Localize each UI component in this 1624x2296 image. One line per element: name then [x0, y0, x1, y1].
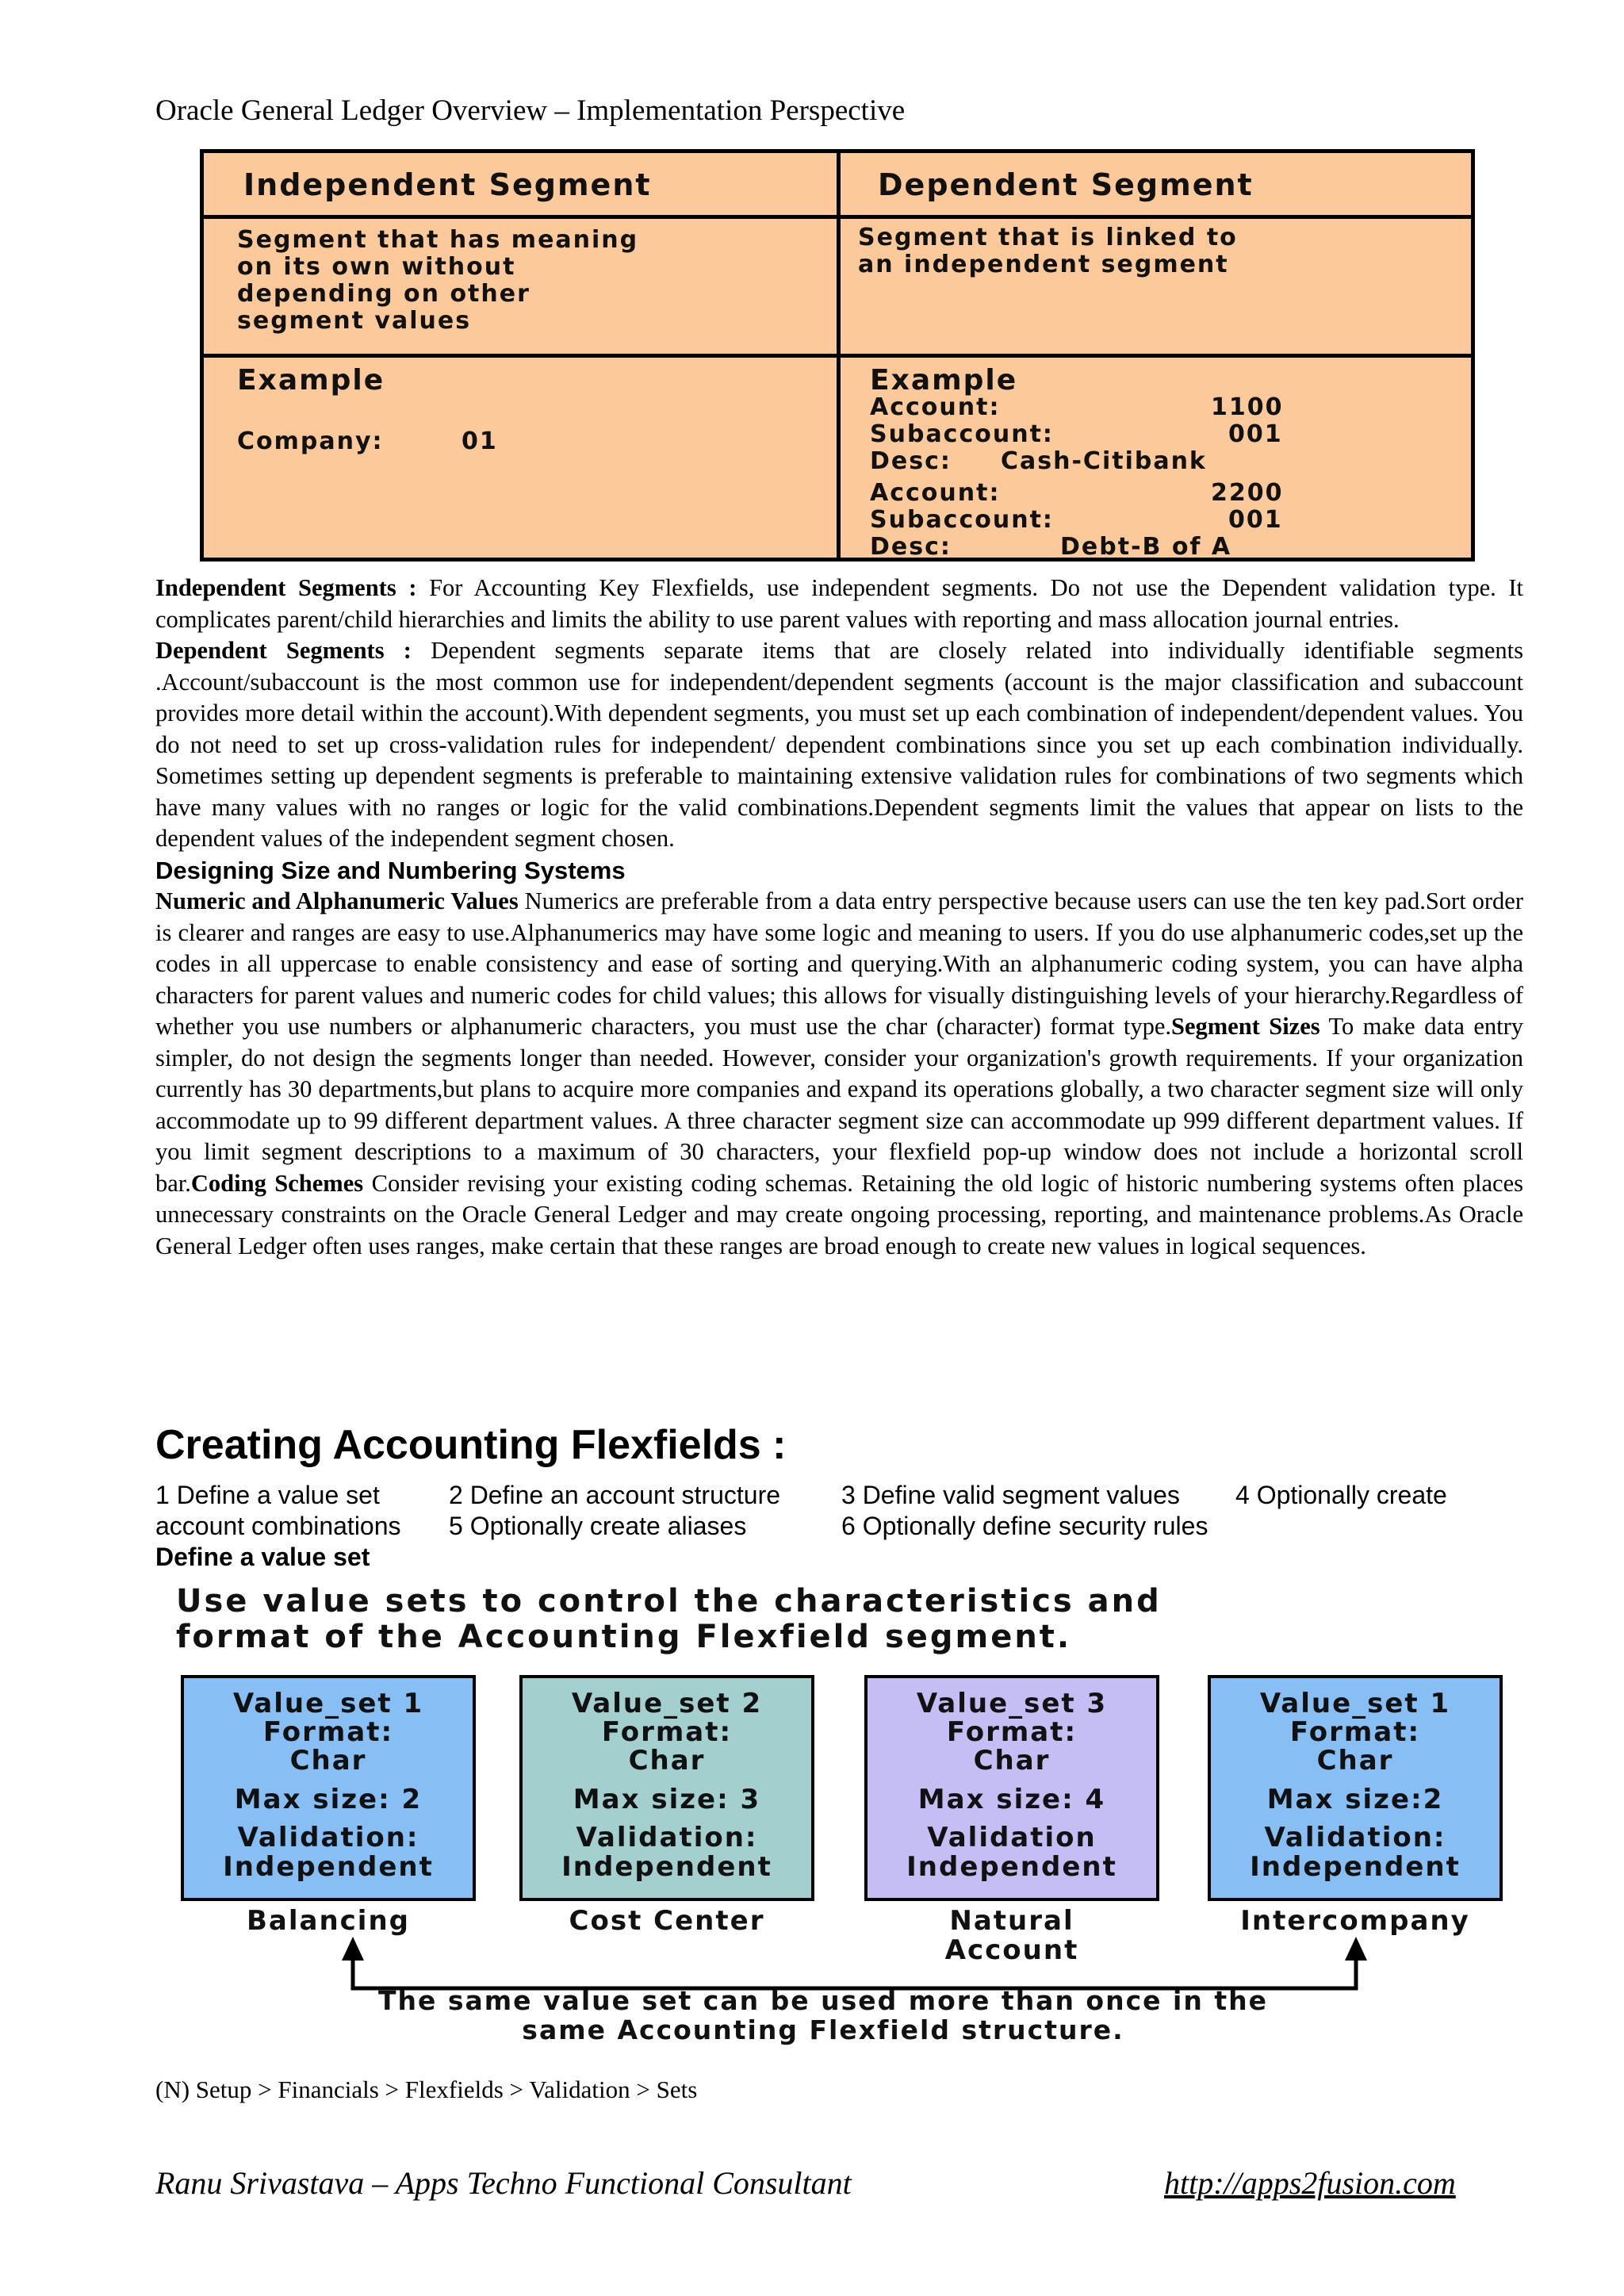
numeric-label: Numeric and Alphanumeric Values	[155, 887, 519, 914]
dependent-example-label: Desc:	[870, 533, 952, 561]
value-set-format: Char	[1316, 1745, 1394, 1777]
step-item: 1 Define a value set	[155, 1481, 380, 1509]
designing-heading: Designing Size and Numbering Systems	[155, 856, 626, 884]
value-set-name: Value_set 3	[916, 1688, 1108, 1719]
arrow-up-icon	[342, 1937, 364, 1961]
step-item: 4 Optionally create	[1235, 1481, 1447, 1509]
coding-schemes-label: Coding Schemes	[190, 1169, 364, 1197]
independent-desc-line: on its own without	[237, 253, 516, 281]
independent-example-label: Company:	[237, 427, 384, 455]
independent-desc-line: segment values	[237, 307, 472, 335]
define-value-set-heading: Define a value set	[155, 1543, 370, 1571]
dependent-example-value: 001	[1228, 506, 1283, 534]
value-set-validation-label: Validation	[927, 1822, 1097, 1853]
value-set-format-label: Format:	[262, 1716, 394, 1748]
value-set-segment-label-line: Intercompany	[1240, 1905, 1470, 1937]
value-set-format: Char	[289, 1745, 367, 1777]
value-set-max-size: Max size: 2	[234, 1784, 423, 1815]
value-set-max-size: Max size: 4	[917, 1784, 1106, 1815]
dependent-segment-heading: Dependent Segment	[878, 167, 1254, 202]
independent-segments-label: Independent Segments :	[155, 574, 417, 601]
step-item: 3 Define valid segment values	[841, 1481, 1180, 1509]
value-set-format-label: Format:	[946, 1716, 1078, 1748]
footer-url-link[interactable]: http://apps2fusion.com	[1164, 2165, 1456, 2201]
dependent-example-label: Desc:	[870, 447, 952, 475]
page-header-title: Oracle General Ledger Overview – Implementation Perspective	[155, 94, 906, 127]
value-set-name: Value_set 1	[1259, 1688, 1451, 1719]
value-set-note-line: The same value set can be used more than once in the	[378, 1985, 1268, 2016]
dependent-example-label: Subaccount:	[870, 506, 1054, 534]
independent-example-value: 01	[462, 427, 498, 455]
value-set-validation-label: Validation:	[237, 1822, 419, 1853]
independent-example-heading: Example	[237, 364, 385, 397]
flexfields-heading: Creating Accounting Flexfields :	[155, 1422, 787, 1468]
value-set-segment-label-line: Cost Center	[569, 1905, 765, 1937]
dependent-example-value: 1100	[1211, 393, 1284, 421]
value-set-title-line: Use value sets to control the characteristics and	[176, 1583, 1162, 1619]
dependent-segments-label: Dependent Segments :	[155, 637, 412, 664]
dependent-example-value: 2200	[1211, 479, 1284, 507]
value-set-validation: Independent	[1250, 1851, 1461, 1883]
step-item: 6 Optionally define security rules	[841, 1512, 1208, 1540]
independent-desc-line: depending on other	[237, 280, 530, 308]
coding-schemes-text: Consider revising your existing coding schemas. Retaining the old logic of historic numbering systems often places unnecessary constraints on the Oracle General Ledger and may create ongoing processing, reporting, and maintenance problems.As Oracle General Ledger often uses ranges, make certain that these ranges are broad enough to create new values in logical sequences.	[155, 1169, 1523, 1259]
dependent-example-heading: Example	[870, 364, 1018, 397]
step-item: 2 Define an account structure	[449, 1481, 781, 1509]
dependent-example-value: Debt-B of A	[1060, 533, 1232, 561]
segment-sizes-text: To make data entry simpler, do not design the segments longer than needed. However, consider your organization's growth requirements. If your organization currently has 30 departments,but plans to acquire more companies and expand its operations globally, a two character segment size will only accommodate up to 99 different department values. A three character segment size can accommodate up 999 different department values. If you limit segment descriptions to a maximum of 30 characters, your flexfield pop-up window does not include a horizontal scroll bar.	[155, 1013, 1523, 1197]
value-set-format-label: Format:	[1289, 1716, 1421, 1748]
value-set-validation-label: Validation:	[1264, 1822, 1446, 1853]
value-set-validation-label: Validation:	[576, 1822, 758, 1853]
value-set-validation: Independent	[906, 1851, 1117, 1883]
value-set-format: Char	[628, 1745, 706, 1777]
value-set-max-size: Max size: 3	[573, 1784, 761, 1815]
value-set-name: Value_set 1	[232, 1688, 424, 1719]
independent-segments-text: For Accounting Key Flexfields, use independent segments. Do not use the Dependent validation type. It complicates parent/child hierarchies and limits the ability to use parent values with reporting and mass allocation journal entries.	[155, 574, 1523, 633]
navigation-path: (N) Setup > Financials > Flexfields > Validation > Sets	[155, 2076, 698, 2103]
dependent-segments-text: Dependent segments separate items that are closely related into individually identifiable segments .Account/subaccount is the most common use for independent/dependent segments (account is the major classification and subaccount provides more detail within the account).With dependent segments, you must set up each combination of independent/dependent values. You do not need to set up cross-validation rules for independent/ dependent combinations since you set up each combination individually. Sometimes setting up dependent segments is preferable to maintaining extensive validation rules for combinations of two segments which have many values with no ranges or logic for the valid combinations.Dependent segments limit the values that appear on lists to the dependent values of the independent segment chosen.	[155, 637, 1523, 852]
independent-desc-line: Segment that has meaning	[237, 226, 639, 254]
arrow-up-icon	[1345, 1937, 1367, 1961]
dependent-example-value: 001	[1228, 420, 1283, 448]
value-set-validation: Independent	[223, 1851, 434, 1883]
value-set-segment-label-line: Natural	[949, 1905, 1074, 1937]
dependent-desc-line: an independent segment	[858, 251, 1229, 278]
value-set-max-size: Max size:2	[1266, 1784, 1444, 1815]
dependent-desc-line: Segment that is linked to	[858, 224, 1238, 251]
value-set-name: Value_set 2	[571, 1688, 763, 1719]
segment-sizes-label: Segment Sizes	[1171, 1013, 1320, 1040]
dependent-example-label: Account:	[870, 393, 1001, 421]
step-item: 5 Optionally create aliases	[449, 1512, 747, 1540]
value-set-format-label: Format:	[601, 1716, 733, 1748]
numeric-text: Numerics are preferable from a data entry perspective because users can use the ten key pad.Sort order is clearer and ranges are easy to use.Alphanumerics may have some logic and meaning to users. If you do use alphanumeric codes,set up the codes in all uppercase to enable consistency and ease of sorting and querying.With an alphanumeric coding system, you can have alpha characters for parent values and numeric codes for child values; this allows for visually distinguishing levels of your hierarchy.Regardless of whether you use numbers or alphanumeric characters, you must use the char (character) format type.	[155, 887, 1523, 1040]
value-set-format: Char	[973, 1745, 1051, 1777]
value-set-segment-label-line: Balancing	[246, 1905, 410, 1937]
value-set-note-line: same Accounting Flexfield structure.	[522, 2014, 1124, 2045]
footer-author: Ranu Srivastava – Apps Techno Functional Consultant	[155, 2165, 852, 2201]
dependent-example-value: Cash-Citibank	[1001, 447, 1207, 475]
dependent-example-label: Account:	[870, 479, 1001, 507]
step-item: account combinations	[155, 1512, 401, 1540]
independent-segment-heading: Independent Segment	[243, 167, 652, 202]
value-set-title-line: format of the Accounting Flexfield segment.	[176, 1619, 1072, 1655]
dependent-example-label: Subaccount:	[870, 420, 1054, 448]
value-set-segment-label-line: Account	[944, 1934, 1079, 1966]
value-set-validation: Independent	[561, 1851, 772, 1883]
connector-line	[353, 1955, 1356, 1988]
